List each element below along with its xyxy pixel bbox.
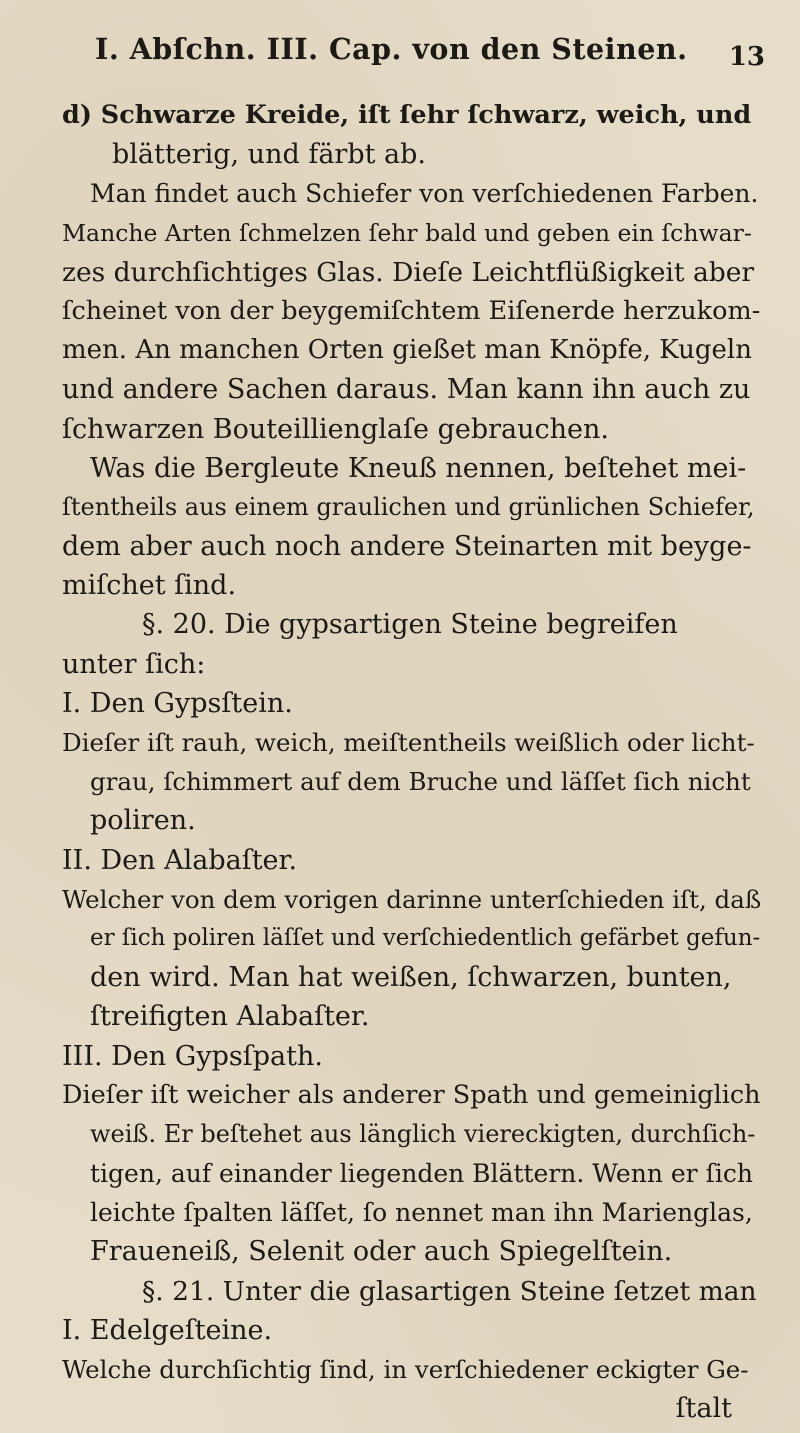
- running-head: I. Abſchn. III. Cap. von den Steinen.: [95, 32, 688, 66]
- text-line: ſtalt: [675, 1393, 732, 1425]
- text-line: Dieſer iſt rauh, weich, meiſtentheils weißlich oder licht-: [62, 728, 755, 757]
- text-line: I. Den Gypsſtein.: [62, 687, 293, 719]
- text-line: men. An manchen Orten gießet man Knöpfe, Kugeln: [62, 335, 752, 366]
- text-line: Was die Bergleute Kneuß nennen, beſtehet mei-: [90, 452, 747, 484]
- text-line: ſchwarzen Bouteillienglaſe gebrauchen.: [62, 413, 609, 445]
- text-line: ſtreifigten Alabaſter.: [90, 1001, 370, 1033]
- text-body: [62, 96, 762, 1428]
- text-line: den wird. Man hat weißen, ſchwarzen, bunten,: [90, 962, 732, 994]
- text-line: II. Den Alabaſter.: [62, 844, 298, 876]
- text-line: unter ſich:: [62, 648, 206, 680]
- text-line: d) Schwarze Kreide, iſt ſehr ſchwarz, weich, und: [62, 100, 752, 130]
- text-line: ſtentheils aus einem graulichen und grünlichen Schiefer,: [62, 492, 755, 521]
- text-line: Manche Arten ſchmelzen ſehr bald und geben ein ſchwar-: [62, 218, 752, 247]
- text-line: ſcheinet von der beygemiſchtem Eiſenerde herzukom-: [62, 295, 761, 326]
- text-line: poliren.: [90, 805, 196, 837]
- text-line: und andere Sachen daraus. Man kann ihn auch zu: [62, 374, 751, 406]
- text-line: Man findet auch Schiefer von verſchiedenen Farben.: [90, 179, 759, 209]
- text-line: er ſich poliren läſſet und verſchiedentlich gefärbet gefun-: [90, 924, 761, 951]
- text-line: grau, ſchimmert auf dem Bruche und läſſet ſich nicht: [90, 767, 751, 797]
- text-line: Dieſer iſt weicher als anderer Spath und gemeiniglich: [62, 1079, 761, 1110]
- text-line: Welcher von dem vorigen darinne unterſchieden iſt, daß: [62, 884, 762, 914]
- page-header: [95, 28, 765, 88]
- text-line: I. Edelgeſteine.: [62, 1314, 273, 1346]
- text-line: weiß. Er beſtehet aus länglich viereckigten, durchſich-: [90, 1119, 756, 1148]
- text-line: Fraueneiß, Selenit oder auch Spiegelſtein.: [90, 1236, 673, 1268]
- page-number: 13: [728, 42, 765, 72]
- text-line: dem aber auch noch andere Steinarten mit beyge-: [62, 531, 752, 563]
- text-line: zes durchſichtiges Glas. Dieſe Leichtflüßigkeit aber: [62, 256, 755, 288]
- text-line: III. Den Gypsſpath.: [62, 1040, 323, 1072]
- text-line: Welche durchſichtig ſind, in verſchiedener eckigter Ge-: [62, 1355, 749, 1384]
- text-line: blätterig, und färbt ab.: [112, 139, 427, 171]
- text-line: leichte ſpalten läſſet, ſo nennet man ihn Marienglas,: [90, 1198, 753, 1228]
- text-line: §. 20. Die gypsartigen Steine begreifen: [142, 609, 678, 641]
- text-line: miſchet ſind.: [62, 570, 237, 602]
- text-line: tigen, auf einander liegenden Blättern. Wenn er ſich: [90, 1159, 753, 1189]
- text-line: §. 21. Unter die glasartigen Steine ſetzet man: [142, 1275, 757, 1307]
